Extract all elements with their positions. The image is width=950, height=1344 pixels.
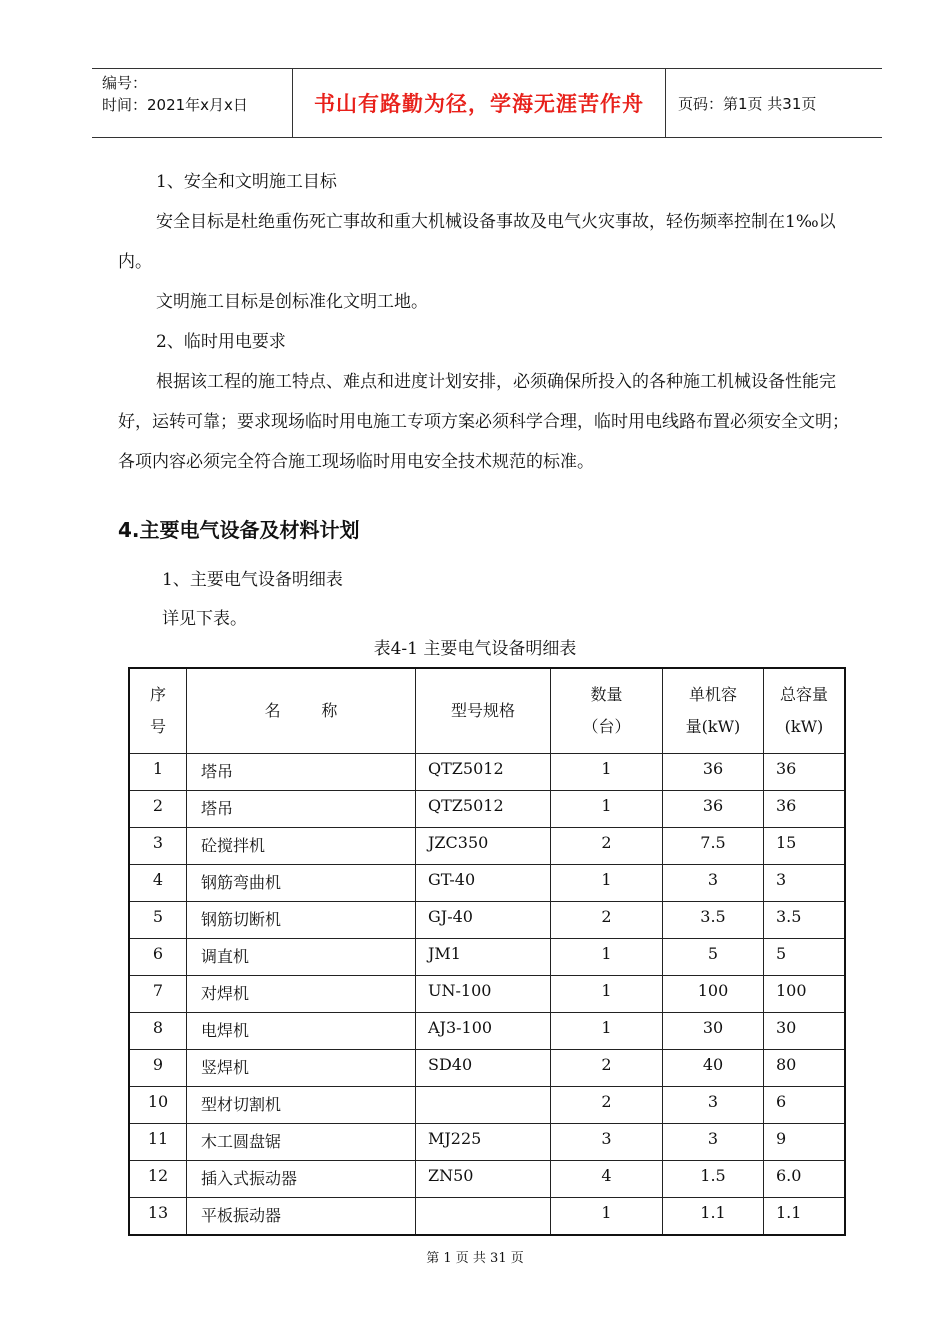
cell-name-text: 塔吊 bbox=[201, 762, 234, 781]
cell-no bbox=[129, 1198, 187, 1236]
cell-model-text: JM1 bbox=[428, 944, 461, 963]
cell-qty-text: 4 bbox=[601, 1166, 612, 1185]
cell-qty-text: 1 bbox=[601, 796, 612, 815]
cell-model-text: JZC350 bbox=[428, 833, 489, 852]
cell-no-text: 10 bbox=[147, 1092, 169, 1111]
cell-qty bbox=[551, 791, 663, 828]
cell-name-text: 对焊机 bbox=[201, 984, 250, 1003]
table-caption: 表4-1 主要电气设备明细表 bbox=[373, 639, 577, 659]
number-label: 编号： bbox=[102, 74, 148, 92]
cell-model bbox=[416, 865, 551, 902]
cell-model-text: QTZ5012 bbox=[428, 796, 504, 815]
cell-total bbox=[764, 902, 846, 939]
cell-unit bbox=[663, 976, 764, 1013]
cell-name bbox=[187, 1013, 416, 1050]
cell-name bbox=[187, 1161, 416, 1198]
table-row bbox=[129, 865, 845, 902]
cell-qty-text: 2 bbox=[601, 1055, 612, 1074]
cell-qty bbox=[551, 939, 663, 976]
cell-no bbox=[129, 902, 187, 939]
cell-model bbox=[416, 902, 551, 939]
cell-qty-text: 2 bbox=[601, 1092, 612, 1111]
cell-unit-text: 40 bbox=[702, 1055, 724, 1074]
section-title-safety: 1、安全和文明施工目标 bbox=[156, 172, 337, 192]
table-header-row bbox=[129, 668, 845, 754]
cell-name-text: 插入式振动器 bbox=[201, 1169, 298, 1188]
cell-name bbox=[187, 1050, 416, 1087]
cell-qty-text: 3 bbox=[601, 1129, 612, 1148]
cell-model-text: QTZ5012 bbox=[428, 759, 504, 778]
cell-unit bbox=[663, 865, 764, 902]
cell-total bbox=[764, 754, 846, 791]
cell-name bbox=[187, 828, 416, 865]
cell-qty bbox=[551, 1161, 663, 1198]
table-row bbox=[129, 828, 845, 865]
cell-name-text: 塔吊 bbox=[201, 799, 234, 818]
cell-qty bbox=[551, 902, 663, 939]
cell-no-text: 7 bbox=[152, 981, 164, 1000]
cell-unit-text: 1.5 bbox=[700, 1166, 726, 1185]
cell-no-text: 8 bbox=[152, 1018, 164, 1037]
cell-name-text: 型材切割机 bbox=[201, 1095, 282, 1114]
cell-unit bbox=[663, 791, 764, 828]
cell-name-text: 钢筋弯曲机 bbox=[201, 873, 282, 892]
cell-total-text: 9 bbox=[776, 1129, 787, 1148]
cell-total-text: 3.5 bbox=[776, 907, 802, 926]
cell-unit bbox=[663, 1050, 764, 1087]
table-row bbox=[129, 976, 845, 1013]
chapter-heading: 4.主要电气设备及材料计划 bbox=[118, 518, 360, 542]
cell-model bbox=[416, 976, 551, 1013]
cell-total-text: 80 bbox=[776, 1055, 797, 1074]
cell-name bbox=[187, 754, 416, 791]
cell-total-text: 36 bbox=[776, 796, 797, 815]
cell-total-text: 3 bbox=[776, 870, 787, 889]
cell-qty-text: 1 bbox=[601, 1018, 612, 1037]
cell-unit-text: 5 bbox=[707, 944, 719, 963]
table-row bbox=[129, 791, 845, 828]
cell-total bbox=[764, 828, 846, 865]
cell-no bbox=[129, 976, 187, 1013]
cell-qty bbox=[551, 828, 663, 865]
cell-unit-text: 36 bbox=[702, 796, 724, 815]
cell-model bbox=[416, 1087, 551, 1124]
table-row bbox=[129, 1013, 845, 1050]
cell-name bbox=[187, 939, 416, 976]
cell-qty-text: 2 bbox=[601, 907, 612, 926]
cell-unit-text: 100 bbox=[697, 981, 729, 1000]
cell-name bbox=[187, 1198, 416, 1236]
cell-model bbox=[416, 828, 551, 865]
cell-model bbox=[416, 1124, 551, 1161]
cell-no-text: 5 bbox=[152, 907, 164, 926]
table-row bbox=[129, 1124, 845, 1161]
cell-total-text: 1.1 bbox=[776, 1203, 802, 1222]
cell-qty-text: 2 bbox=[601, 833, 612, 852]
cell-no bbox=[129, 791, 187, 828]
cell-name-text: 砼搅拌机 bbox=[201, 836, 266, 855]
cell-total bbox=[764, 791, 846, 828]
time-label: 时间：2021年x月x日 bbox=[102, 96, 248, 114]
cell-total-text: 30 bbox=[776, 1018, 797, 1037]
header-no: 序 号 bbox=[129, 668, 187, 754]
cell-total bbox=[764, 939, 846, 976]
header-page-label: 页码：第1页 共31页 bbox=[678, 94, 817, 113]
cell-no-text: 6 bbox=[152, 944, 164, 963]
cell-name bbox=[187, 902, 416, 939]
page-header bbox=[92, 68, 882, 138]
cell-unit-text: 30 bbox=[702, 1018, 724, 1037]
cell-no-text: 4 bbox=[152, 870, 164, 889]
cell-name bbox=[187, 1087, 416, 1124]
cell-no-text: 11 bbox=[147, 1129, 169, 1148]
cell-name bbox=[187, 1124, 416, 1161]
cell-qty-text: 1 bbox=[601, 981, 612, 1000]
cell-name-text: 钢筋切断机 bbox=[201, 910, 282, 929]
cell-no-text: 2 bbox=[152, 796, 164, 815]
cell-unit-text: 36 bbox=[702, 759, 724, 778]
page-footer: 第 1 页 共 31 页 bbox=[426, 1251, 524, 1266]
paragraph-see-table: 详见下表。 bbox=[162, 609, 247, 629]
cell-model-text: ZN50 bbox=[428, 1166, 474, 1185]
cell-total-text: 5 bbox=[776, 944, 787, 963]
cell-model bbox=[416, 1013, 551, 1050]
cell-total-text: 6 bbox=[776, 1092, 787, 1111]
cell-no-text: 1 bbox=[152, 759, 164, 778]
cell-total-text: 36 bbox=[776, 759, 797, 778]
section-title-power: 2、临时用电要求 bbox=[156, 332, 286, 352]
cell-no bbox=[129, 865, 187, 902]
cell-total-text: 100 bbox=[776, 981, 807, 1000]
cell-total bbox=[764, 1198, 846, 1236]
cell-qty bbox=[551, 1087, 663, 1124]
cell-unit bbox=[663, 902, 764, 939]
cell-unit-text: 3 bbox=[707, 1129, 719, 1148]
cell-unit-text: 1.1 bbox=[700, 1203, 726, 1222]
header-unit-capacity: 单机容 量(kW) bbox=[663, 668, 764, 754]
cell-unit-text: 3 bbox=[707, 1092, 719, 1111]
cell-total-text: 6.0 bbox=[776, 1166, 802, 1185]
cell-name-text: 调直机 bbox=[201, 947, 250, 966]
paragraph-civilized-goal: 文明施工目标是创标准化文明工地。 bbox=[156, 292, 428, 312]
table-row bbox=[129, 1198, 845, 1236]
cell-unit bbox=[663, 1087, 764, 1124]
cell-unit-text: 3 bbox=[707, 870, 719, 889]
cell-unit bbox=[663, 1013, 764, 1050]
header-total-capacity: 总容量 (kW) bbox=[764, 668, 846, 754]
cell-total bbox=[764, 1087, 846, 1124]
paragraph-power-requirements: 根据该工程的施工特点、难点和进度计划安排，必须确保所投入的各种施工机械设备性能完好，运转可靠；要求现场临时用电施工专项方案必须科学合理，临时用电线路布置必须安全文明；各项内容必须完全符合施工现场临时用电安全技术规范的标准。 bbox=[118, 372, 849, 472]
cell-model-text: GJ-40 bbox=[428, 907, 473, 926]
cell-name bbox=[187, 865, 416, 902]
cell-qty bbox=[551, 754, 663, 791]
paragraph-safety-goal: 安全目标是杜绝重伤死亡事故和重大机械设备事故及电气火灾事故，轻伤频率控制在1‰以内。 bbox=[118, 212, 836, 272]
cell-qty bbox=[551, 976, 663, 1013]
cell-qty bbox=[551, 1050, 663, 1087]
table-row bbox=[129, 1087, 845, 1124]
cell-no bbox=[129, 1124, 187, 1161]
cell-no bbox=[129, 828, 187, 865]
cell-no bbox=[129, 1013, 187, 1050]
cell-qty bbox=[551, 865, 663, 902]
cell-name bbox=[187, 976, 416, 1013]
cell-model bbox=[416, 791, 551, 828]
cell-model bbox=[416, 1050, 551, 1087]
cell-model bbox=[416, 754, 551, 791]
cell-unit-text: 3.5 bbox=[700, 907, 726, 926]
table-body bbox=[129, 754, 845, 1236]
cell-qty bbox=[551, 1124, 663, 1161]
cell-no bbox=[129, 754, 187, 791]
cell-no-text: 13 bbox=[147, 1203, 169, 1222]
table-row bbox=[129, 902, 845, 939]
cell-no-text: 9 bbox=[152, 1055, 164, 1074]
cell-no bbox=[129, 1161, 187, 1198]
cell-model-text: MJ225 bbox=[428, 1129, 482, 1148]
cell-model-text: GT-40 bbox=[428, 870, 476, 889]
equipment-table bbox=[128, 667, 846, 1236]
header-slogan: 书山有路勤为径，学海无涯苦作舟 bbox=[293, 69, 666, 137]
cell-name bbox=[187, 791, 416, 828]
cell-total bbox=[764, 1124, 846, 1161]
cell-unit bbox=[663, 754, 764, 791]
cell-model-text: SD40 bbox=[428, 1055, 473, 1074]
cell-qty-text: 1 bbox=[601, 1203, 612, 1222]
cell-qty bbox=[551, 1013, 663, 1050]
table-row bbox=[129, 1161, 845, 1198]
cell-no bbox=[129, 939, 187, 976]
cell-no-text: 12 bbox=[147, 1166, 169, 1185]
cell-model bbox=[416, 1161, 551, 1198]
cell-qty-text: 1 bbox=[601, 870, 612, 889]
header-qty: 数量 （台） bbox=[551, 668, 663, 754]
cell-name-text: 平板振动器 bbox=[201, 1206, 282, 1225]
cell-total bbox=[764, 865, 846, 902]
cell-total bbox=[764, 1161, 846, 1198]
header-meta bbox=[92, 69, 293, 137]
cell-unit bbox=[663, 1198, 764, 1236]
cell-model-text: UN-100 bbox=[428, 981, 492, 1000]
cell-unit bbox=[663, 939, 764, 976]
cell-no bbox=[129, 1050, 187, 1087]
cell-total-text: 15 bbox=[776, 833, 797, 852]
table-row bbox=[129, 754, 845, 791]
header-name: 名 称 bbox=[187, 668, 416, 754]
cell-unit bbox=[663, 1124, 764, 1161]
cell-total bbox=[764, 1013, 846, 1050]
cell-unit bbox=[663, 828, 764, 865]
cell-no bbox=[129, 1087, 187, 1124]
cell-model-text: AJ3-100 bbox=[428, 1018, 493, 1037]
cell-model bbox=[416, 939, 551, 976]
cell-qty bbox=[551, 1198, 663, 1236]
table-row bbox=[129, 1050, 845, 1087]
cell-qty-text: 1 bbox=[601, 759, 612, 778]
cell-unit-text: 7.5 bbox=[700, 833, 726, 852]
cell-name-text: 木工圆盘锯 bbox=[201, 1132, 282, 1151]
cell-model bbox=[416, 1198, 551, 1236]
cell-name-text: 竖焊机 bbox=[201, 1058, 250, 1077]
header-model: 型号规格 bbox=[416, 668, 551, 754]
section-title-equipment: 1、主要电气设备明细表 bbox=[162, 570, 343, 590]
cell-no-text: 3 bbox=[152, 833, 164, 852]
cell-qty-text: 1 bbox=[601, 944, 612, 963]
cell-name-text: 电焊机 bbox=[201, 1021, 250, 1040]
cell-unit bbox=[663, 1161, 764, 1198]
cell-total bbox=[764, 1050, 846, 1087]
cell-total bbox=[764, 976, 846, 1013]
table-row bbox=[129, 939, 845, 976]
